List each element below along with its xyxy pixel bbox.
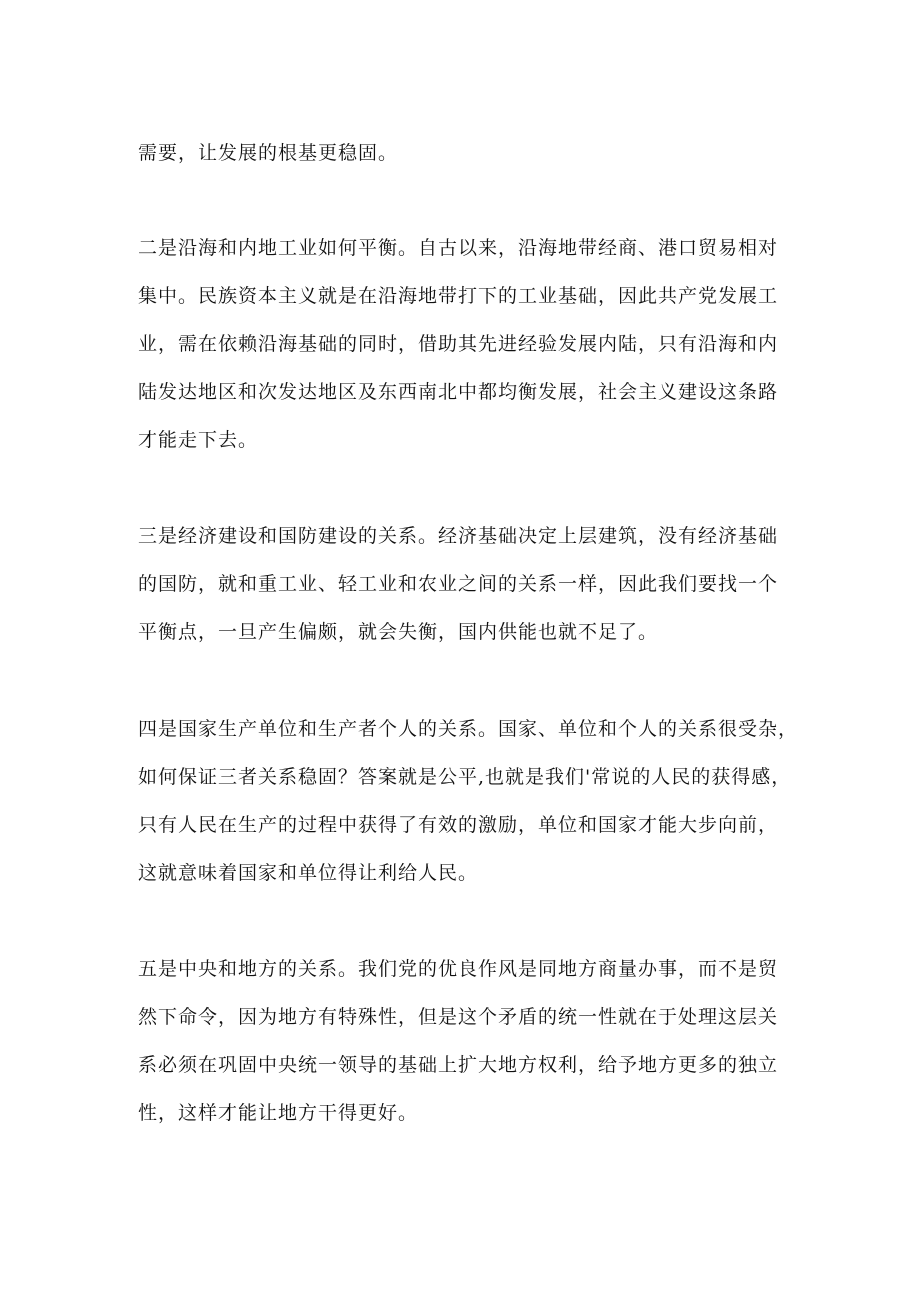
text-line: 二是沿海和内地工业如何平衡。自古以来，沿海地带经商、港口贸易相对 [138,237,779,259]
paragraph-intro-fragment [138,129,788,177]
text-line: 性，这样才能让地方干得更好。 [138,1102,419,1124]
text-line: 才能走下去。 [138,429,259,451]
paragraph-central-local [138,945,788,1137]
text-line: 集中。民族资本主义就是在沿海地带打下的工业基础，因此共产党发展工 [138,285,779,307]
text-line: 然下命令，因为地方有特殊性，但是这个矛盾的统一性就在于处理这层关 [138,1006,779,1028]
paragraph-economy-defense [138,512,788,656]
text-line: 只有人民在生产的过程中获得了有效的激励，单位和国家才能大步向前， [138,814,779,836]
text-line: 这就意味着国家和单位得让利给人民。 [138,862,479,884]
text-line: 的国防，就和重工业、轻工业和农业之间的关系一样，因此我们要找一个 [138,573,779,595]
text-line: 陆发达地区和次发达地区及东西南北中都均衡发展，社会主义建设这条路 [138,381,779,403]
text-line: 如何保证三者关系稳固？答案就是公平,也就是我们'常说的人民的获得感， [138,766,792,788]
text-line: 平衡点，一旦产生偏颇，就会失衡，国内供能也就不足了。 [138,621,659,643]
text-line: 需要，让发展的根基更稳固。 [138,142,399,164]
text-line: 系必须在巩固中央统一领导的基础上扩大地方权利，给予地方更多的独立 [138,1054,779,1076]
text-line: 三是经济建设和国防建设的关系。经济基础决定上层建筑，没有经济基础 [138,525,779,547]
text-line: 四是国家生产单位和生产者个人的关系。国家、单位和个人的关系很受杂， [138,718,799,740]
paragraph-coastal-inland [138,224,788,464]
paragraph-state-unit-individual [138,705,799,897]
text-line: 五是中央和地方的关系。我们党的优良作风是同地方商量办事，而不是贸 [138,958,779,980]
text-line: 业，需在依赖沿海基础的同时，借助其先进经验发展内陆，只有沿海和内 [138,333,779,355]
